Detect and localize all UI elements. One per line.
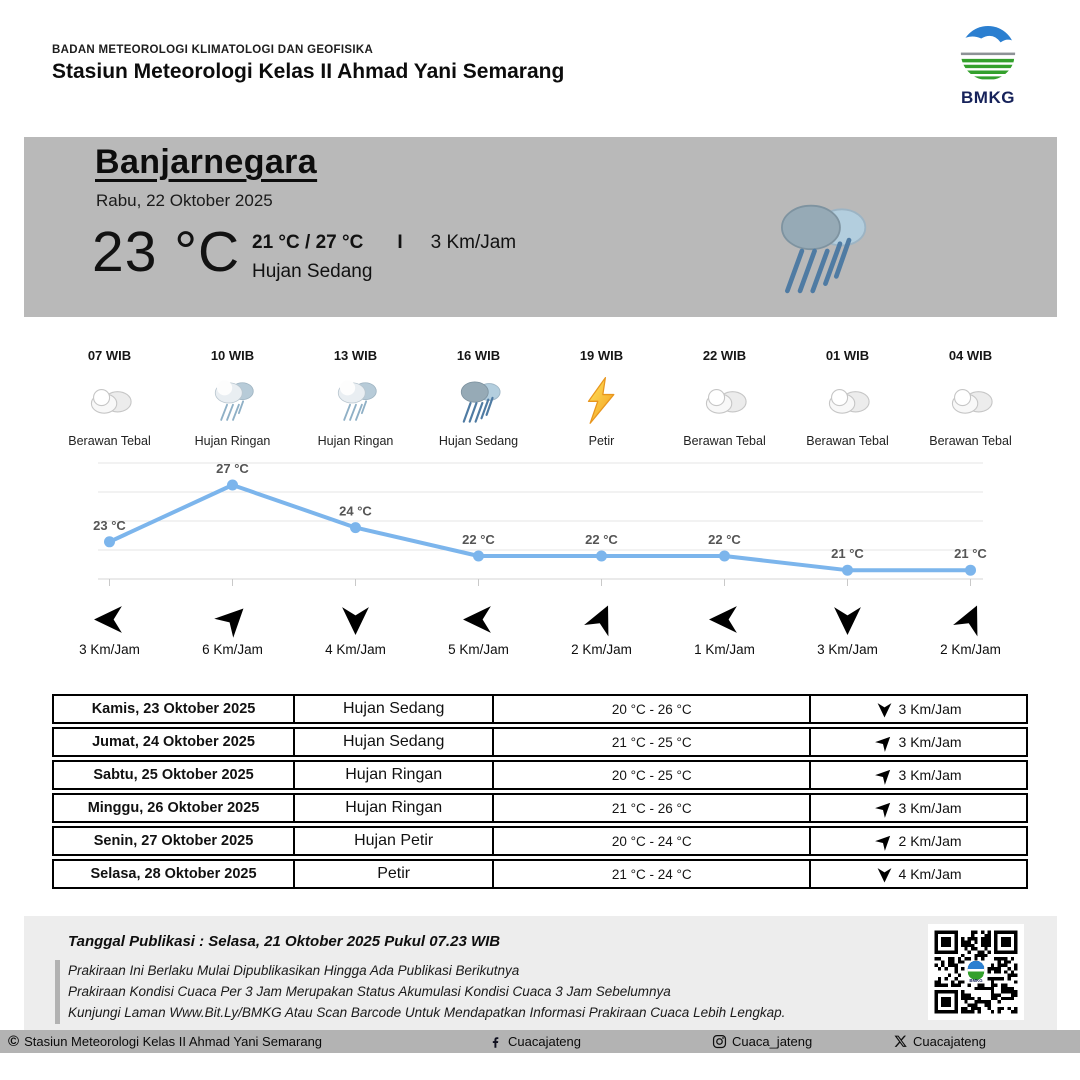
bottom-bar	[0, 1030, 1080, 1053]
x-handle: Cuacajateng	[913, 1034, 986, 1049]
forecast-condition: Petir	[295, 861, 494, 887]
wind-direction-icon	[540, 600, 663, 638]
wind-direction-icon	[876, 833, 893, 850]
hour-time: 01 WIB	[825, 348, 870, 363]
current-condition: Hujan Sedang	[252, 261, 373, 282]
forecast-date: Kamis, 23 Oktober 2025	[54, 696, 295, 722]
station-title: Stasiun Meteorologi Kelas II Ahmad Yani Semarang	[52, 60, 565, 83]
forecast-wind	[811, 762, 1026, 788]
divider-bar	[55, 960, 60, 1024]
weather-icon	[909, 372, 1032, 430]
hour-time: 07 WIB	[87, 348, 132, 363]
table-row	[52, 793, 1028, 823]
bmkg-logo-label: BMKG	[961, 88, 1015, 107]
x-icon	[893, 1034, 908, 1049]
hour-cell	[663, 348, 786, 448]
publication-date: Tanggal Publikasi : Selasa, 21 Oktober 2025 Pukul 07.23 WIB	[68, 933, 501, 950]
footer-notes	[68, 960, 785, 1023]
forecast-wind	[811, 828, 1026, 854]
table-row	[52, 859, 1028, 889]
daily-forecast-table	[52, 694, 1028, 892]
table-row	[52, 826, 1028, 856]
note-line: Prakiraan Ini Berlaku Mulai Dipublikasikan Hingga Ada Publikasi Berikutnya	[68, 963, 520, 978]
temperature-chart	[48, 458, 1032, 590]
wind-direction-icon	[786, 600, 909, 638]
temperature-chart-svg	[48, 458, 1032, 590]
current-details	[252, 232, 516, 283]
hour-cell	[540, 348, 663, 448]
forecast-condition: Hujan Sedang	[295, 696, 494, 722]
svg-text:21 °C: 21 °C	[954, 546, 987, 562]
svg-text:27 °C: 27 °C	[216, 461, 249, 476]
wind-direction-icon	[876, 800, 893, 817]
forecast-date: Sabtu, 25 Oktober 2025	[54, 762, 295, 788]
wind-direction-icon	[909, 600, 1032, 638]
hour-cell	[294, 348, 417, 448]
wind-speed: 3 Km/Jam	[79, 642, 140, 657]
facebook-icon	[488, 1034, 503, 1049]
wind-direction-icon	[663, 600, 786, 638]
wind-speed: 4 Km/Jam	[325, 642, 386, 657]
wind-direction-icon	[876, 734, 893, 751]
hour-time: 22 WIB	[702, 348, 747, 363]
svg-text:23 °C: 23 °C	[93, 517, 126, 533]
table-row	[52, 694, 1028, 724]
temp-range: 21 °C / 27 °C	[252, 232, 364, 253]
footer	[24, 916, 1057, 1030]
wind-direction-icon	[171, 600, 294, 638]
svg-text:BMKG: BMKG	[969, 977, 983, 983]
hour-time: 04 WIB	[948, 348, 993, 363]
current-wind-speed: 3 Km/Jam	[430, 232, 517, 253]
copyright-icon: ©	[8, 1033, 20, 1050]
wind-direction-icon	[876, 767, 893, 784]
forecast-date: Senin, 27 Oktober 2025	[54, 828, 295, 854]
city-name-link[interactable]: Banjarnegara	[95, 143, 318, 181]
weather-icon	[171, 372, 294, 430]
forecast-date: Minggu, 26 Oktober 2025	[54, 795, 295, 821]
wind-speed: 2 Km/Jam	[571, 642, 632, 657]
instagram-icon	[712, 1034, 727, 1049]
copyright-item	[8, 1030, 322, 1053]
weather-icon	[294, 372, 417, 430]
table-row	[52, 760, 1028, 790]
forecast-wind-speed: 3 Km/Jam	[898, 800, 962, 816]
hour-condition: Hujan Ringan	[194, 434, 271, 448]
current-date: Rabu, 22 Oktober 2025	[96, 191, 273, 210]
forecast-wind	[811, 729, 1026, 755]
facebook-item[interactable]	[488, 1030, 581, 1053]
forecast-temp-range: 20 °C - 25 °C	[494, 762, 811, 788]
forecast-temp-range: 21 °C - 25 °C	[494, 729, 811, 755]
bmkg-logo	[946, 24, 1030, 108]
qr-code-svg	[928, 924, 1024, 1020]
note-line: Kunjungi Laman Www.Bit.Ly/BMKG Atau Scan Barcode Untuk Mendapatkan Informasi Prakiraan Cuaca Lebih Lengkap.	[68, 1005, 786, 1020]
hour-condition: Berawan Tebal	[68, 434, 151, 448]
svg-text:21 °C: 21 °C	[831, 546, 864, 562]
hour-time: 13 WIB	[333, 348, 378, 363]
forecast-wind-speed: 3 Km/Jam	[898, 701, 962, 717]
current-weather-banner	[24, 137, 1057, 317]
note-line: Prakiraan Kondisi Cuaca Per 3 Jam Merupakan Status Akumulasi Kondisi Cuaca 3 Jam Sebelumnya	[68, 984, 671, 999]
forecast-wind-speed: 3 Km/Jam	[898, 734, 962, 750]
x-item[interactable]	[893, 1030, 986, 1053]
hour-time: 10 WIB	[210, 348, 255, 363]
wind-direction-icon	[294, 600, 417, 638]
table-row	[52, 727, 1028, 757]
forecast-wind	[811, 795, 1026, 821]
forecast-date: Jumat, 24 Oktober 2025	[54, 729, 295, 755]
wind-direction-icon	[876, 866, 893, 883]
svg-text:22 °C: 22 °C	[462, 532, 495, 547]
wind-speed: 5 Km/Jam	[448, 642, 509, 657]
agency-title: BADAN METEOROLOGI KLIMATOLOGI DAN GEOFISIKA	[52, 44, 374, 56]
svg-text:22 °C: 22 °C	[708, 532, 741, 547]
current-weather-icon	[762, 193, 882, 307]
forecast-wind	[811, 696, 1026, 722]
forecast-condition: Hujan Petir	[295, 828, 494, 854]
wind-direction-icon	[417, 600, 540, 638]
separator: I	[397, 232, 403, 253]
current-temperature: 23 °C	[92, 220, 241, 284]
forecast-condition: Hujan Ringan	[295, 795, 494, 821]
hour-condition: Petir	[588, 434, 615, 448]
wind-direction-icon	[48, 600, 171, 638]
forecast-temp-range: 20 °C - 26 °C	[494, 696, 811, 722]
wind-cell	[417, 600, 540, 657]
hour-cell	[786, 348, 909, 448]
forecast-date: Selasa, 28 Oktober 2025	[54, 861, 295, 887]
hour-condition: Hujan Sedang	[438, 434, 519, 448]
instagram-item[interactable]	[712, 1030, 812, 1053]
wind-speed: 1 Km/Jam	[694, 642, 755, 657]
wind-speed: 3 Km/Jam	[817, 642, 878, 657]
hour-cell	[909, 348, 1032, 448]
wind-direction-icon	[876, 701, 893, 718]
weather-icon	[48, 372, 171, 430]
weather-icon	[540, 372, 663, 430]
hour-condition: Berawan Tebal	[806, 434, 889, 448]
forecast-wind-speed: 3 Km/Jam	[898, 767, 962, 783]
hour-cell	[48, 348, 171, 448]
wind-forecast	[48, 600, 1032, 657]
wind-cell	[171, 600, 294, 657]
copyright-text: Stasiun Meteorologi Kelas II Ahmad Yani Semarang	[24, 1034, 323, 1049]
forecast-wind	[811, 861, 1026, 887]
wind-cell	[540, 600, 663, 657]
instagram-handle: Cuaca_jateng	[732, 1034, 813, 1049]
wind-speed: 2 Km/Jam	[940, 642, 1001, 657]
header	[52, 44, 564, 84]
hour-condition: Berawan Tebal	[929, 434, 1012, 448]
weather-icon	[417, 372, 540, 430]
wind-cell	[786, 600, 909, 657]
forecast-temp-range: 21 °C - 26 °C	[494, 795, 811, 821]
hour-time: 16 WIB	[456, 348, 501, 363]
forecast-wind-speed: 4 Km/Jam	[898, 866, 962, 882]
weather-icon	[663, 372, 786, 430]
forecast-condition: Hujan Ringan	[295, 762, 494, 788]
wind-speed: 6 Km/Jam	[202, 642, 263, 657]
wind-cell	[294, 600, 417, 657]
forecast-condition: Hujan Sedang	[295, 729, 494, 755]
wind-cell	[909, 600, 1032, 657]
hour-cell	[417, 348, 540, 448]
weather-icon	[786, 372, 909, 430]
hourly-forecast	[48, 348, 1032, 448]
wind-cell	[48, 600, 171, 657]
forecast-temp-range: 21 °C - 24 °C	[494, 861, 811, 887]
qr-code	[928, 924, 1024, 1020]
forecast-temp-range: 20 °C - 24 °C	[494, 828, 811, 854]
svg-text:22 °C: 22 °C	[585, 532, 618, 547]
forecast-wind-speed: 2 Km/Jam	[898, 833, 962, 849]
wind-cell	[663, 600, 786, 657]
hour-condition: Hujan Ringan	[317, 434, 394, 448]
svg-text:24 °C: 24 °C	[339, 503, 372, 519]
hour-condition: Berawan Tebal	[683, 434, 766, 448]
facebook-handle: Cuacajateng	[508, 1034, 581, 1049]
hour-cell	[171, 348, 294, 448]
hour-time: 19 WIB	[579, 348, 624, 363]
